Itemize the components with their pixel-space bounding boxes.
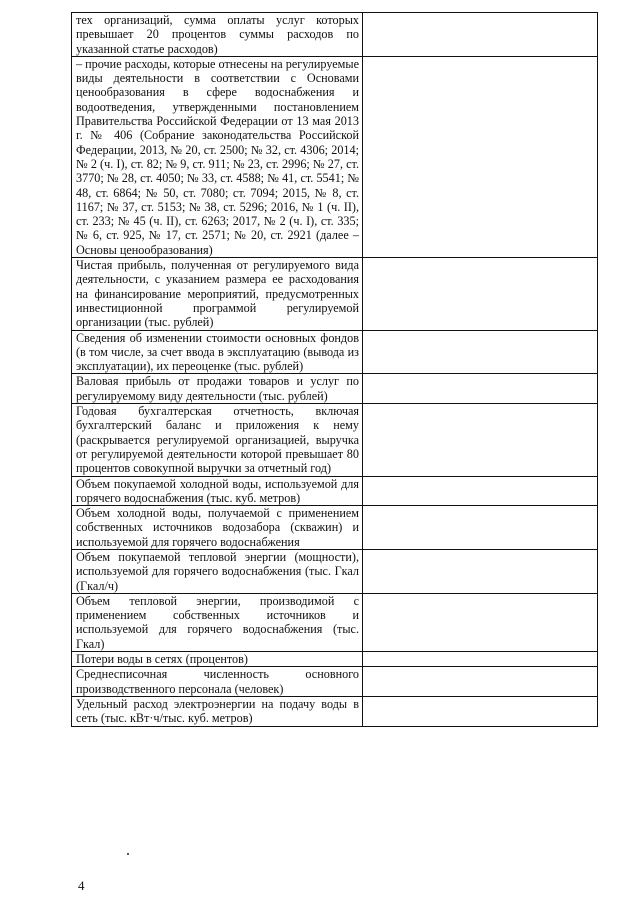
row-value — [363, 476, 598, 506]
disclosure-table — [71, 12, 598, 727]
row-value — [363, 330, 598, 374]
row-label: Потери воды в сетях (процентов) — [72, 652, 363, 667]
row-label: Объем покупаемой холодной воды, используемой для горячего водоснабжения (тыс. куб. метров) — [72, 476, 363, 506]
row-label: Среднесписочная численность основного производственного персонала (человек) — [72, 667, 363, 697]
row-label: Годовая бухгалтерская отчетность, включая бухгалтерский баланс и приложения к нему (раскрывается регулируемой организацией, выручка от регулируемой деятельности которой превышает 80 процентов совокупной выручки за отчетный год) — [72, 404, 363, 476]
row-label: – прочие расходы, которые отнесены на регулируемые виды деятельности в соответствии с Основами ценообразования в сфере водоснабжения и водоотведения, утвержденными постановлением Правительства Российской Федерации от 13 мая 2013 г. № 406 (Собрание законодательства Российской Федерации, 2013, № 20, ст. 2500; № 32, ст. 4306; 2014; № 2 (ч. I), ст. 82; № 9, ст. 911; № 23, ст. 2996; № 27, ст. 3770; № 28, ст. 4050; № 33, ст. 4588; № 41, ст. 5541; № 48, ст. 6864; № 50, ст. 7080; ст. 7094; 2015, № 8, ст. 1167; № 37, ст. 5153; № 38, ст. 5296; 2016, № 1 (ч. II), ст. 233; № 45 (ч. II), ст. 6263; 2017, № 2 (ч. I), ст. 335; № 6, ст. 925, № 17, ст. 2571; № 20, ст. 2921 (далее – Основы ценообразования) — [72, 56, 363, 257]
table-row — [72, 667, 598, 697]
row-value — [363, 549, 598, 593]
table-row — [72, 56, 598, 257]
row-label: Чистая прибыль, полученная от регулируемого вида деятельности, с указанием размера ее расходования на финансирование мероприятий, предусмотренных инвестиционной программой регулируемой организации (тыс. рублей) — [72, 258, 363, 330]
table-row — [72, 549, 598, 593]
page-number: 4 — [78, 878, 85, 893]
row-label: тех организаций, сумма оплаты услуг которых превышает 20 процентов суммы расходов по указанной статье расходов) — [72, 13, 363, 57]
row-value — [363, 258, 598, 330]
row-value — [363, 374, 598, 404]
row-label: Валовая прибыль от продажи товаров и услуг по регулируемому виду деятельности (тыс. рублей) — [72, 374, 363, 404]
table-row — [72, 330, 598, 374]
row-label: Сведения об изменении стоимости основных фондов (в том числе, за счет ввода в эксплуатацию (вывода из эксплуатации), их переоценке (тыс. рублей) — [72, 330, 363, 374]
table-row — [72, 404, 598, 476]
scan-speck — [127, 853, 129, 855]
row-value — [363, 696, 598, 726]
row-value — [363, 667, 598, 697]
table-row — [72, 593, 598, 651]
table-row — [72, 696, 598, 726]
row-value — [363, 13, 598, 57]
row-label: Объем покупаемой тепловой энергии (мощности), используемой для горячего водоснабжения (тыс. Гкал (Гкал/ч) — [72, 549, 363, 593]
table-row — [72, 476, 598, 506]
table-row — [72, 652, 598, 667]
table-row — [72, 506, 598, 550]
table-row — [72, 13, 598, 57]
row-value — [363, 404, 598, 476]
row-value — [363, 652, 598, 667]
row-value — [363, 593, 598, 651]
row-value — [363, 56, 598, 257]
row-value — [363, 506, 598, 550]
row-label: Объем холодной воды, получаемой с применением собственных источников водозабора (скважин) и используемой для горячего водоснабжения — [72, 506, 363, 550]
row-label: Удельный расход электроэнергии на подачу воды в сеть (тыс. кВт·ч/тыс. куб. метров) — [72, 696, 363, 726]
table-row — [72, 258, 598, 330]
row-label: Объем тепловой энергии, производимой с применением собственных источников и используемой для горячего водоснабжения (тыс. Гкал) — [72, 593, 363, 651]
table-row — [72, 374, 598, 404]
